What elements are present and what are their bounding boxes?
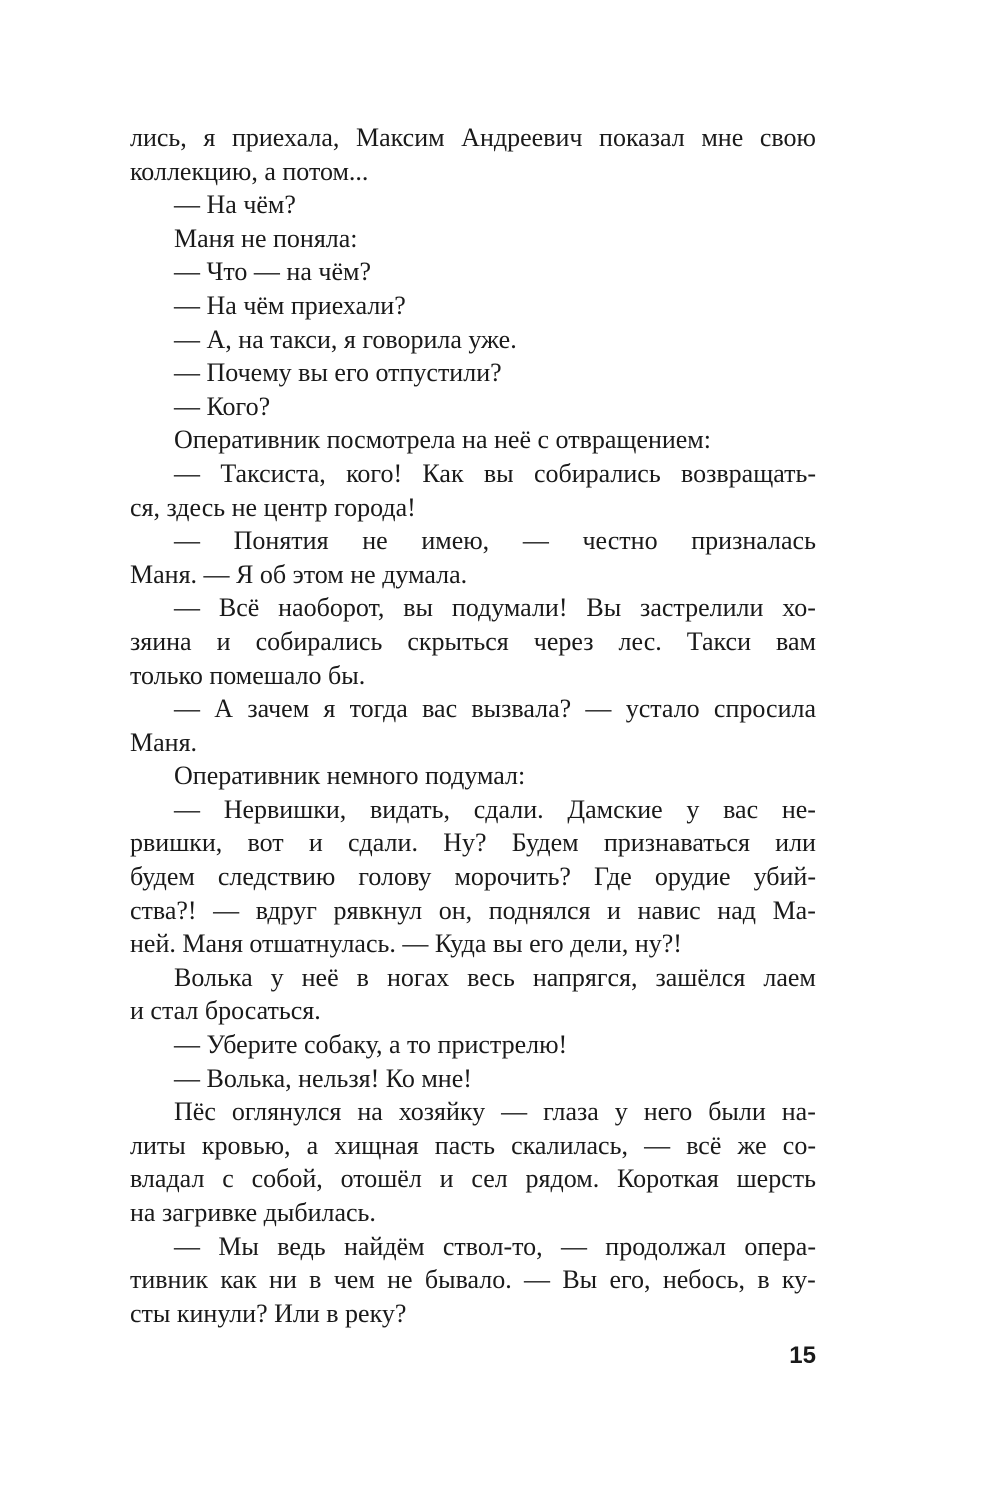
text-word: кровью, [201, 1130, 291, 1160]
text-word: вот [247, 828, 284, 858]
text-word: поднялся [488, 895, 591, 925]
text-word: — [174, 593, 200, 623]
text-word: опера- [744, 1231, 816, 1261]
text-word: не [387, 1265, 413, 1295]
text-word: рядом. [525, 1164, 600, 1194]
text-line: ся, здесь не центр города! [130, 492, 416, 522]
text-word: хозяйку [398, 1097, 486, 1127]
text-word: — [501, 1097, 528, 1127]
text-word: собой, [251, 1164, 323, 1194]
text-word: вызвала? [471, 694, 572, 724]
text-word: Мы [218, 1231, 259, 1261]
text-word: через [533, 626, 594, 656]
text-line: сты кинули? Или в реку? [130, 1298, 407, 1328]
text-word: Такси [686, 626, 751, 656]
text-word: Ну? [443, 828, 487, 858]
text-line: — Уберите собаку, а то пристрелю! [174, 1030, 568, 1060]
text-word: небось, [662, 1265, 746, 1295]
text-word: и [439, 1164, 454, 1194]
text-line: — А, на такси, я говорила уже. [174, 324, 517, 354]
text-word: литы [130, 1130, 186, 1160]
text-word: зачем [247, 694, 310, 724]
text-word: отошёл [340, 1164, 422, 1194]
text-word: приехала, [231, 123, 340, 152]
text-line: — Почему вы его отпустили? [174, 358, 502, 388]
text-line: только помешало бы. [130, 660, 366, 690]
text-word: же [737, 1130, 767, 1160]
text-word: собирались [533, 458, 661, 488]
text-line: и стал бросаться. [130, 996, 321, 1026]
text-word: призналась [691, 526, 816, 556]
text-word: ку- [781, 1265, 816, 1295]
text-word: Пёс [174, 1097, 216, 1127]
text-word: морочить? [454, 862, 571, 892]
text-word: владал [130, 1164, 205, 1194]
text-word: неё [301, 962, 339, 992]
text-word: тогда [349, 694, 408, 724]
text-word: Вы [562, 1265, 598, 1295]
text-word: лись, [130, 123, 187, 152]
text-word: навис [637, 895, 701, 925]
page-number: 15 [789, 1342, 816, 1369]
text-word: лаем [763, 962, 816, 992]
text-word: вы [403, 593, 433, 623]
text-word: — [174, 526, 200, 556]
text-word: на [357, 1097, 383, 1127]
text-word: у [686, 794, 700, 824]
text-word: хо- [782, 593, 816, 623]
text-word: — [174, 458, 200, 488]
text-word: всё [686, 1130, 722, 1160]
text-word: хищная [334, 1130, 419, 1160]
text-word: — [174, 794, 200, 824]
text-line [130, 1162, 816, 1196]
text-word: орудие [654, 862, 731, 892]
text-word: сдали. [473, 794, 544, 824]
text-word: будем [130, 862, 195, 892]
text-line [130, 1263, 816, 1297]
text-word: спросила [713, 694, 816, 724]
text-word: — [560, 1231, 587, 1261]
text-word: Где [594, 862, 632, 892]
text-word: честно [582, 526, 658, 556]
text-word: ни [269, 1265, 297, 1295]
text-line: — Волька, нельзя! Ко мне! [174, 1063, 472, 1093]
text-word: и [308, 828, 323, 858]
text-line: коллекцию, а потом... [130, 156, 369, 186]
text-word: я [203, 123, 216, 152]
text-word: устало [625, 694, 700, 724]
text-word: — [213, 895, 240, 925]
text-line [130, 692, 816, 726]
text-word: Нервишки, [223, 794, 347, 824]
text-word: ства?! [130, 895, 197, 925]
text-word: он, [438, 895, 473, 925]
text-word: него [643, 1097, 693, 1127]
text-word: а [306, 1130, 319, 1160]
text-word: и [216, 626, 231, 656]
text-word: — [644, 1130, 671, 1160]
text-word: в [356, 962, 369, 992]
text-word: следствию [217, 862, 336, 892]
text-word: у [270, 962, 284, 992]
text-line: на загривке дыбилась. [130, 1198, 376, 1227]
text-word: Андреевич [461, 123, 583, 152]
text-line: — Что — на чём? [174, 257, 371, 287]
text-word: вдруг [255, 895, 317, 925]
text-word: на- [781, 1097, 816, 1127]
text-word: Волька [174, 962, 253, 992]
text-word: вас [422, 694, 458, 724]
text-word: вы [483, 458, 514, 488]
text-word: найдём [343, 1231, 425, 1261]
text-word: Всё [218, 593, 260, 623]
text-word: в [309, 1265, 322, 1295]
text-word: бывало. [424, 1265, 512, 1295]
text-line [130, 457, 816, 491]
text-word: с [222, 1164, 234, 1194]
text-word: подумали! [451, 593, 568, 623]
text-word: Дамские [567, 794, 663, 824]
text-word: Будем [511, 828, 579, 858]
text-line [130, 1129, 816, 1163]
text-line [130, 961, 816, 995]
text-line: — На чём? [174, 190, 296, 220]
text-line [130, 894, 816, 928]
text-word: его, [609, 1265, 651, 1295]
text-word: Вы [586, 593, 622, 623]
text-word: продолжал [605, 1231, 727, 1261]
text-word: сдали. [348, 828, 418, 858]
text-word: были [708, 1097, 766, 1127]
text-word: застрелили [640, 593, 764, 623]
text-word: сел [471, 1164, 508, 1194]
text-word: наоборот, [278, 593, 385, 623]
text-line [130, 793, 816, 827]
text-word: ногах [386, 962, 450, 992]
text-word: у [614, 1097, 628, 1127]
text-word: скрыться [407, 626, 509, 656]
text-word: или [775, 828, 816, 858]
text-word: возвращать- [681, 458, 816, 488]
text-word: и [607, 895, 621, 925]
text-word: тивник [130, 1265, 209, 1295]
text-line [130, 1095, 816, 1129]
text-line: ней. Маня отшатнулась. — Куда вы его дели, ну?! [130, 929, 682, 959]
text-line [130, 860, 816, 894]
text-word: Короткая [617, 1164, 719, 1194]
text-word: — [522, 526, 549, 556]
text-line [130, 524, 816, 558]
text-word: показал [599, 123, 685, 152]
text-line [130, 121, 816, 155]
text-line: Оперативник посмотрела на неё с отвращением: [174, 425, 711, 455]
text-word: — [174, 694, 200, 724]
text-word: рявкнул [333, 895, 423, 925]
text-word: свою [759, 123, 816, 152]
text-word: не [362, 526, 388, 556]
text-word: лес. [618, 626, 662, 656]
text-word: Как [422, 458, 464, 488]
text-word: голову [358, 862, 432, 892]
text-word: — [174, 1231, 200, 1261]
text-word: — [524, 1265, 551, 1295]
text-word: — [585, 694, 612, 724]
text-word: Максим [356, 123, 445, 152]
text-word: в [757, 1265, 770, 1295]
text-word: скалилась, [511, 1130, 628, 1160]
text-word: признаваться [603, 828, 750, 858]
text-word: глаза [543, 1097, 599, 1127]
text-word: над [717, 895, 756, 925]
text-word: весь [467, 962, 515, 992]
text-line [130, 826, 816, 860]
text-line: Маня. — Я об этом не думала. [130, 559, 468, 589]
text-word: вам [776, 626, 816, 656]
text-word: Таксиста, [220, 458, 326, 488]
text-word: Ма- [772, 895, 816, 925]
text-word: убий- [753, 862, 816, 892]
text-line [130, 1230, 816, 1264]
text-word: оглянулся [231, 1097, 342, 1127]
text-word: Понятия [233, 526, 329, 556]
text-word: видать, [369, 794, 450, 824]
text-line: — На чём приехали? [174, 290, 406, 320]
text-word: не- [781, 794, 816, 824]
text-word: я [323, 694, 336, 724]
text-line: — Кого? [174, 391, 271, 421]
text-word: чем [333, 1265, 375, 1295]
text-word: мне [701, 123, 744, 152]
text-word: напрягся, [532, 962, 638, 992]
text-word: собирались [255, 626, 383, 656]
page-text [130, 121, 816, 1330]
text-line: Маня. [130, 727, 198, 757]
text-word: ствол-то, [442, 1231, 543, 1261]
text-word: пасть [434, 1130, 495, 1160]
text-line [130, 591, 816, 625]
text-word: имею, [421, 526, 490, 556]
text-word: зяина [130, 626, 192, 656]
text-word: рвишки, [130, 828, 223, 858]
text-word: А [214, 694, 234, 724]
text-line [130, 625, 816, 659]
text-line: Маня не поняла: [174, 223, 358, 253]
text-line: Оперативник немного подумал: [174, 761, 526, 791]
text-word: ведь [277, 1231, 326, 1261]
text-word: кого! [346, 458, 403, 488]
text-word: шерсть [736, 1164, 816, 1194]
text-word: зашёлся [655, 962, 746, 992]
text-word: вас [723, 794, 759, 824]
text-word: как [220, 1265, 257, 1295]
text-word: со- [782, 1130, 816, 1160]
